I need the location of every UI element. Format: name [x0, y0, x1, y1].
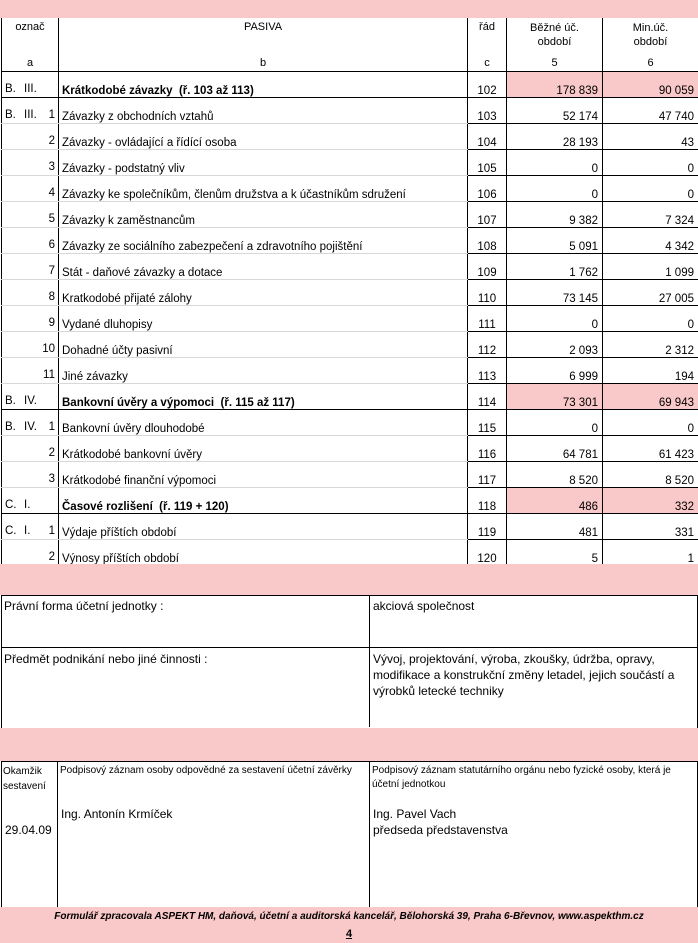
table-row	[2, 462, 698, 488]
header-previous-period: Min.úč. období 6	[603, 18, 698, 72]
row-designation: 5	[2, 202, 59, 228]
top-band	[0, 0, 698, 18]
row-current-value: 0	[507, 410, 603, 436]
table-header	[2, 18, 698, 72]
row-label: Bankovní úvěry dlouhodobé	[59, 410, 468, 436]
row-code: 111	[468, 306, 507, 332]
row-designation: 8	[2, 280, 59, 306]
row-current-value: 52 174	[507, 98, 603, 124]
row-code: 108	[468, 228, 507, 254]
row-previous-value: 27 005	[603, 280, 698, 306]
row-current-value: 0	[507, 150, 603, 176]
row-designation: B. IV. 1	[2, 410, 59, 436]
row-designation: 2	[2, 124, 59, 150]
table-row	[2, 514, 698, 540]
row-previous-value: 90 059	[603, 72, 698, 98]
table-row	[2, 384, 698, 410]
row-designation: C. I. 1	[2, 514, 59, 540]
row-current-value: 1 762	[507, 254, 603, 280]
row-label: Závazky - podstatný vliv	[59, 150, 468, 176]
info-row-divider	[1, 647, 697, 648]
row-code: 120	[468, 540, 507, 566]
row-previous-value: 194	[603, 358, 698, 384]
row-code: 116	[468, 436, 507, 462]
info-divider	[369, 596, 370, 727]
row-code: 112	[468, 332, 507, 358]
row-label: Dohadné účty pasivní	[59, 332, 468, 358]
row-code: 109	[468, 254, 507, 280]
table-row	[2, 150, 698, 176]
table-row	[2, 306, 698, 332]
row-code: 118	[468, 488, 507, 514]
row-designation: 4	[2, 176, 59, 202]
row-code: 110	[468, 280, 507, 306]
footer-text: Formulář zpracovala ASPEKT HM, daňová, účetní a auditorská kancelář, Bělohorská 39, Praha 6-Břevnov, www.aspekthm.cz	[54, 911, 644, 922]
row-code: 119	[468, 514, 507, 540]
row-current-value: 6 999	[507, 358, 603, 384]
row-current-value: 73 301	[507, 384, 603, 410]
table-row	[2, 410, 698, 436]
row-code: 102	[468, 72, 507, 98]
row-designation: 6	[2, 228, 59, 254]
row-previous-value: 4 342	[603, 228, 698, 254]
row-label: Krátkodobé závazky (ř. 103 až 113)	[59, 72, 468, 98]
table-row	[2, 228, 698, 254]
row-code: 117	[468, 462, 507, 488]
row-code: 103	[468, 98, 507, 124]
row-current-value: 28 193	[507, 124, 603, 150]
row-formula: (ř. 119 + 120)	[159, 501, 229, 513]
row-designation: B. III.	[2, 72, 59, 98]
table-row	[2, 124, 698, 150]
row-previous-value: 0	[603, 410, 698, 436]
row-current-value: 486	[507, 488, 603, 514]
header-current-period: Běžné úč. období 5	[507, 18, 603, 72]
row-previous-value: 0	[603, 150, 698, 176]
row-label: Krátkodobé finanční výpomoci	[59, 462, 468, 488]
row-code: 107	[468, 202, 507, 228]
row-current-value: 0	[507, 176, 603, 202]
row-designation: 10	[2, 332, 59, 358]
row-current-value: 64 781	[507, 436, 603, 462]
separator-band-2	[0, 728, 698, 761]
table-row	[2, 98, 698, 124]
row-designation: B. IV.	[2, 384, 59, 410]
table-row	[2, 72, 698, 98]
row-designation: 9	[2, 306, 59, 332]
business-value: Vývoj, projektování, výroba, zkoušky, údržba, opravy, modifikace a konstrukční změny letadel, jejich součástí a výrobků letecké techniky	[373, 652, 675, 698]
business-label: Předmět podnikání nebo jiné činnosti :	[4, 652, 208, 666]
header-oznac: označ a	[2, 18, 59, 72]
row-previous-value: 331	[603, 514, 698, 540]
row-previous-value: 61 423	[603, 436, 698, 462]
row-designation: 3	[2, 462, 59, 488]
row-current-value: 9 382	[507, 202, 603, 228]
row-label: Krátkodobé bankovní úvěry	[59, 436, 468, 462]
header-pasiva: PASIVA b	[59, 18, 468, 72]
row-current-value: 0	[507, 306, 603, 332]
row-label: Kratkodobé přijaté zálohy	[59, 280, 468, 306]
row-designation: 3	[2, 150, 59, 176]
row-previous-value: 1 099	[603, 254, 698, 280]
sig-divider-1	[57, 762, 58, 907]
row-label: Závazky k zaměstnancům	[59, 202, 468, 228]
table-row	[2, 202, 698, 228]
table-row	[2, 540, 698, 566]
page-number: 4	[345, 928, 353, 940]
sig-divider-2	[369, 762, 370, 907]
row-previous-value: 2 312	[603, 332, 698, 358]
row-formula: (ř. 103 až 113)	[178, 85, 254, 97]
compilation-date: 29.04.09	[5, 823, 52, 837]
separator-band-1	[0, 564, 698, 595]
row-code: 114	[468, 384, 507, 410]
row-current-value: 73 145	[507, 280, 603, 306]
row-label: Závazky - ovládající a řídící osoba	[59, 124, 468, 150]
row-previous-value: 43	[603, 124, 698, 150]
row-current-value: 8 520	[507, 462, 603, 488]
row-label: Časové rozlišení (ř. 119 + 120)	[59, 488, 468, 514]
pasiva-table	[1, 18, 698, 566]
legal-form-label: Právní forma účetní jednotky :	[4, 599, 164, 613]
row-label: Vydané dluhopisy	[59, 306, 468, 332]
row-designation: 2	[2, 436, 59, 462]
row-current-value: 178 839	[507, 72, 603, 98]
row-label: Závazky z obchodních vztahů	[59, 98, 468, 124]
row-formula: (ř. 115 až 117)	[220, 397, 295, 409]
row-previous-value: 0	[603, 176, 698, 202]
row-previous-value: 8 520	[603, 462, 698, 488]
legal-form-value: akciová společnost	[373, 599, 475, 613]
row-previous-value: 332	[603, 488, 698, 514]
row-label: Výnosy příštích období	[59, 540, 468, 566]
row-code: 106	[468, 176, 507, 202]
row-code: 105	[468, 150, 507, 176]
row-current-value: 5 091	[507, 228, 603, 254]
row-current-value: 5	[507, 540, 603, 566]
row-current-value: 481	[507, 514, 603, 540]
row-label: Výdaje příštích období	[59, 514, 468, 540]
row-previous-value: 7 324	[603, 202, 698, 228]
row-label: Závazky ke společníkům, členům družstva a k účastníkům sdružení	[59, 176, 468, 202]
row-designation: C. I.	[2, 488, 59, 514]
row-label: Závazky ze sociálního zabezpečení a zdravotního pojištění	[59, 228, 468, 254]
statutory-role: předseda představenstva	[373, 823, 508, 837]
table-row	[2, 176, 698, 202]
table-row	[2, 436, 698, 462]
table-row	[2, 280, 698, 306]
moment-label: Okamžik sestavení	[3, 766, 46, 792]
row-previous-value: 0	[603, 306, 698, 332]
row-code: 113	[468, 358, 507, 384]
table-row	[2, 488, 698, 514]
row-current-value: 2 093	[507, 332, 603, 358]
statutory-name: Ing. Pavel Vach	[373, 807, 457, 821]
row-designation: B. III. 1	[2, 98, 59, 124]
row-code: 115	[468, 410, 507, 436]
row-label: Stát - daňové závazky a dotace	[59, 254, 468, 280]
table-row	[2, 254, 698, 280]
row-previous-value: 69 943	[603, 384, 698, 410]
prepared-by-name: Ing. Antonín Krmíček	[61, 807, 173, 821]
table-row	[2, 332, 698, 358]
table-row	[2, 358, 698, 384]
row-label: Jiné závazky	[59, 358, 468, 384]
row-previous-value: 1	[603, 540, 698, 566]
row-designation: 2	[2, 540, 59, 566]
row-code: 104	[468, 124, 507, 150]
row-designation: 11	[2, 358, 59, 384]
statutory-label: Podpisový záznam statutárního orgánu nebo fyzické osoby, která je účetní jednotkou	[372, 765, 671, 790]
row-previous-value: 47 740	[603, 98, 698, 124]
row-label: Bankovní úvěry a výpomoci (ř. 115 až 117)	[59, 384, 468, 410]
row-designation: 7	[2, 254, 59, 280]
prepared-by-label: Podpisový záznam osoby odpovědné za sestavení účetní závěrky	[60, 765, 352, 776]
header-rad: řád c	[468, 18, 507, 72]
